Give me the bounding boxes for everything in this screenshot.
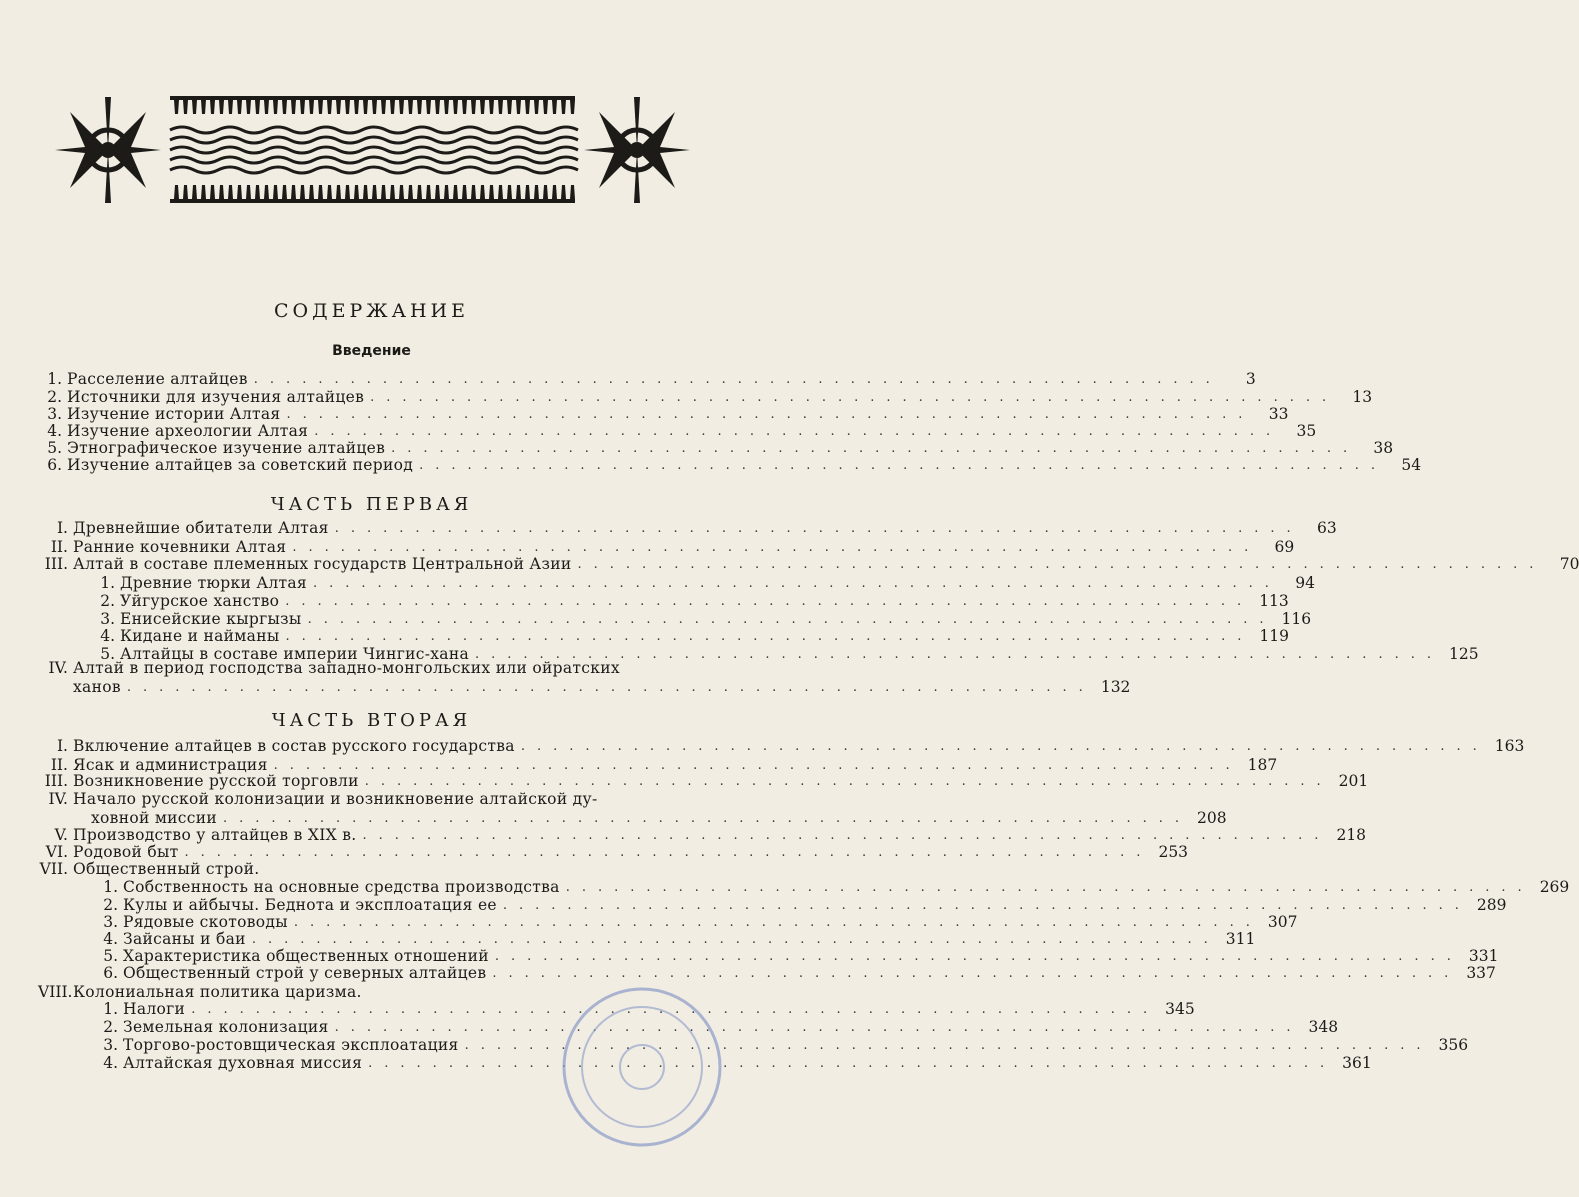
toc-entry-continuation <box>73 678 1131 697</box>
toc-entry[interactable] <box>98 964 1496 983</box>
entry-title: Алтай в период господства западно-монгольских или ойратских <box>73 659 620 677</box>
entry-number: 3. <box>103 1036 118 1054</box>
entry-page-number: 69 <box>1274 538 1295 556</box>
entry-page-number: 113 <box>1259 592 1289 610</box>
dot-leader: ............................................................ <box>464 1038 1433 1053</box>
entry-number: 5. <box>100 645 115 663</box>
toc-entry[interactable] <box>98 878 1570 897</box>
entry-title: Алтайская духовная миссия <box>123 1054 363 1072</box>
entry-number: II. <box>50 756 68 774</box>
entry-title: Зайсаны и баи <box>123 930 246 948</box>
dot-leader: ............................................................ <box>184 845 1153 860</box>
entry-title: Древнейшие обитатели Алтая <box>73 519 329 537</box>
entry-page-number: 163 <box>1494 737 1525 755</box>
entry-number: III. <box>44 772 68 790</box>
toc-entry[interactable] <box>38 737 1525 756</box>
entry-page-number: 54 <box>1401 456 1422 474</box>
entry-number: 5. <box>103 947 118 965</box>
entry-page-number: 116 <box>1281 610 1312 628</box>
entry-title: Налоги <box>123 1000 186 1018</box>
entry-page-number: 33 <box>1268 405 1289 423</box>
dot-leader: ............................................................ <box>502 898 1471 913</box>
dot-leader: ............................................................ <box>419 458 1388 473</box>
entry-title-continuation: ховной миссии <box>91 809 218 827</box>
entry-number: 2. <box>103 1018 118 1036</box>
entry-title: Начало русской колонизации и возникновение алтайской ду- <box>73 790 598 808</box>
dot-leader: ............................................................ <box>313 576 1281 591</box>
entry-page-number: 348 <box>1308 1018 1339 1036</box>
entry-title: Характеристика общественных отношений <box>123 947 489 965</box>
dot-leader: ............................................................ <box>334 1020 1303 1035</box>
entry-page-number: 289 <box>1476 896 1507 914</box>
entry-page-number: 269 <box>1539 878 1570 896</box>
dot-leader: ............................................................ <box>494 949 1463 964</box>
entry-number: 3. <box>47 405 62 423</box>
entry-page-number: 201 <box>1338 772 1369 790</box>
entry-number: 4. <box>103 930 118 948</box>
toc-entry[interactable] <box>95 592 1289 611</box>
entry-number: 4. <box>103 1054 118 1072</box>
dot-leader: ............................................................ <box>520 739 1489 754</box>
entry-number: 1. <box>100 574 115 592</box>
entry-page-number: 187 <box>1247 756 1278 774</box>
entry-title: Производство у алтайцев в XIX в. <box>73 826 357 844</box>
entry-title: Изучение алтайцев за советский период <box>67 456 414 474</box>
entry-number: 2. <box>47 388 62 406</box>
dot-leader: ............................................................ <box>391 441 1360 456</box>
toc-entry[interactable] <box>40 659 645 678</box>
entry-title-continuation: ханов <box>73 678 121 696</box>
entry-page-number: 119 <box>1259 627 1290 645</box>
entry-page-number: 208 <box>1196 809 1227 827</box>
entry-page-number: 94 <box>1295 574 1315 592</box>
entry-number: I. <box>56 519 68 537</box>
entry-page-number: 70 <box>1559 555 1579 573</box>
entry-number: 4. <box>47 422 62 440</box>
toc-entry[interactable] <box>40 555 1579 574</box>
dot-leader: ............................................................ <box>307 612 1276 627</box>
entry-number: 6. <box>47 456 62 474</box>
entry-title: Енисейские кыргызы <box>120 610 302 628</box>
dot-leader: ............................................................ <box>314 424 1283 439</box>
dot-leader: ............................................................ <box>362 828 1331 843</box>
entry-page-number: 218 <box>1336 826 1367 844</box>
entry-title: Включение алтайцев в состав русского государства <box>73 737 515 755</box>
dot-leader: ............................................................ <box>292 540 1261 555</box>
entry-number: 3. <box>103 913 118 931</box>
entry-title: Общественный строй у северных алтайцев <box>123 964 487 982</box>
entry-title: Земельная колонизация <box>123 1018 329 1036</box>
entry-number: II. <box>50 538 68 556</box>
page-title: СОДЕРЖАНИЕ <box>274 300 469 322</box>
toc-entry[interactable] <box>40 519 1337 538</box>
entry-page-number: 345 <box>1165 1000 1195 1018</box>
entry-page-number: 361 <box>1342 1054 1372 1072</box>
entry-title: Алтайцы в составе империи Чингис-хана <box>120 645 470 663</box>
entry-title: Изучение истории Алтая <box>67 405 281 423</box>
entry-title: Изучение археологии Алтая <box>67 422 309 440</box>
dot-leader: ............................................................ <box>293 915 1262 930</box>
entry-page-number: 63 <box>1316 519 1337 537</box>
entry-number: I. <box>56 737 68 755</box>
dot-leader: ............................................................ <box>126 680 1095 695</box>
toc-entry[interactable] <box>95 627 1290 646</box>
entry-page-number: 38 <box>1373 439 1394 457</box>
entry-number: III. <box>44 555 68 573</box>
dot-leader: ............................................................ <box>368 1056 1337 1071</box>
toc-entry[interactable] <box>38 860 645 879</box>
entry-page-number: 125 <box>1448 645 1479 663</box>
entry-title: Кидане и найманы <box>120 627 280 645</box>
library-stamp <box>560 985 725 1150</box>
entry-page-number: 132 <box>1100 678 1131 696</box>
section-title-intro: Введение <box>332 343 411 359</box>
section-title-part2: ЧАСТЬ ВТОРАЯ <box>271 710 472 731</box>
entry-number: VII. <box>39 860 68 878</box>
dot-leader: ............................................................ <box>286 407 1255 422</box>
entry-page-number: 337 <box>1466 964 1496 982</box>
entry-number: IV. <box>48 790 68 808</box>
entry-number: 5. <box>47 439 62 457</box>
toc-entry[interactable] <box>38 790 645 809</box>
dot-leader: ............................................................ <box>273 758 1242 773</box>
entry-number: 1. <box>47 370 62 388</box>
dot-leader: ............................................................ <box>191 1002 1160 1017</box>
ornament-headpiece <box>50 92 695 207</box>
toc-entry[interactable] <box>42 370 1256 389</box>
entry-number: 2. <box>103 896 118 914</box>
entry-title: Расселение алтайцев <box>67 370 248 388</box>
entry-number: 1. <box>103 1000 118 1018</box>
toc-entry[interactable] <box>95 574 1315 593</box>
toc-entry[interactable] <box>38 772 1369 791</box>
dot-leader: ............................................................ <box>285 594 1254 609</box>
entry-page-number: 3 <box>1245 370 1256 388</box>
dot-leader: ............................................................ <box>251 932 1220 947</box>
dot-leader: ............................................................ <box>334 521 1303 536</box>
entry-number: VIII. <box>38 983 73 1001</box>
dot-leader: ............................................................ <box>285 629 1254 644</box>
entry-title: Уйгурское ханство <box>120 592 280 610</box>
entry-title: Древние тюрки Алтая <box>120 574 307 592</box>
entry-title: Родовой быт <box>73 843 179 861</box>
entry-number: 2. <box>100 592 115 610</box>
entry-title: Собственность на основные средства производства <box>123 878 560 896</box>
entry-title: Общественный строй. <box>73 860 260 878</box>
entry-number: 6. <box>103 964 118 982</box>
entry-title: Алтай в составе племенных государств Центральной Азии <box>73 555 572 573</box>
entry-page-number: 311 <box>1225 930 1256 948</box>
entry-number: IV. <box>48 659 68 677</box>
entry-page-number: 253 <box>1158 843 1189 861</box>
entry-number: 4. <box>100 627 115 645</box>
entry-number: VI. <box>45 843 68 861</box>
entry-page-number: 35 <box>1296 422 1317 440</box>
entry-title: Торгово-ростовщическая эксплоатация <box>123 1036 459 1054</box>
entry-title: Ясак и администрация <box>73 756 268 774</box>
entry-page-number: 356 <box>1438 1036 1469 1054</box>
dot-leader: ............................................................ <box>364 774 1333 789</box>
entry-page-number: 13 <box>1352 388 1373 406</box>
entry-title: Этнографическое изучение алтайцев <box>67 439 386 457</box>
entry-title: Возникновение русской торговли <box>73 772 359 790</box>
entry-number: 3. <box>100 610 115 628</box>
entry-title: Рядовые скотоводы <box>123 913 288 931</box>
entry-title: Ранние кочевники Алтая <box>73 538 287 556</box>
dot-leader: ............................................................ <box>565 880 1534 895</box>
entry-number: 1. <box>103 878 118 896</box>
entry-page-number: 307 <box>1267 913 1298 931</box>
entry-title: Источники для изучения алтайцев <box>67 388 365 406</box>
dot-leader: ............................................................ <box>370 390 1339 405</box>
entry-title: Колониальная политика царизма. <box>73 983 362 1001</box>
section-title-part1: ЧАСТЬ ПЕРВАЯ <box>270 494 473 515</box>
dot-leader: ............................................................ <box>577 557 1546 572</box>
dot-leader: ............................................................ <box>475 647 1443 662</box>
dot-leader: ............................................................ <box>223 811 1191 826</box>
entry-number: V. <box>54 826 68 844</box>
entry-page-number: 331 <box>1468 947 1499 965</box>
dot-leader: ............................................................ <box>492 966 1461 981</box>
toc-entry[interactable] <box>42 456 1422 475</box>
entry-title: Кулы и айбычы. Беднота и эксплоатация ее <box>123 896 497 914</box>
dot-leader: ............................................................ <box>253 372 1222 387</box>
